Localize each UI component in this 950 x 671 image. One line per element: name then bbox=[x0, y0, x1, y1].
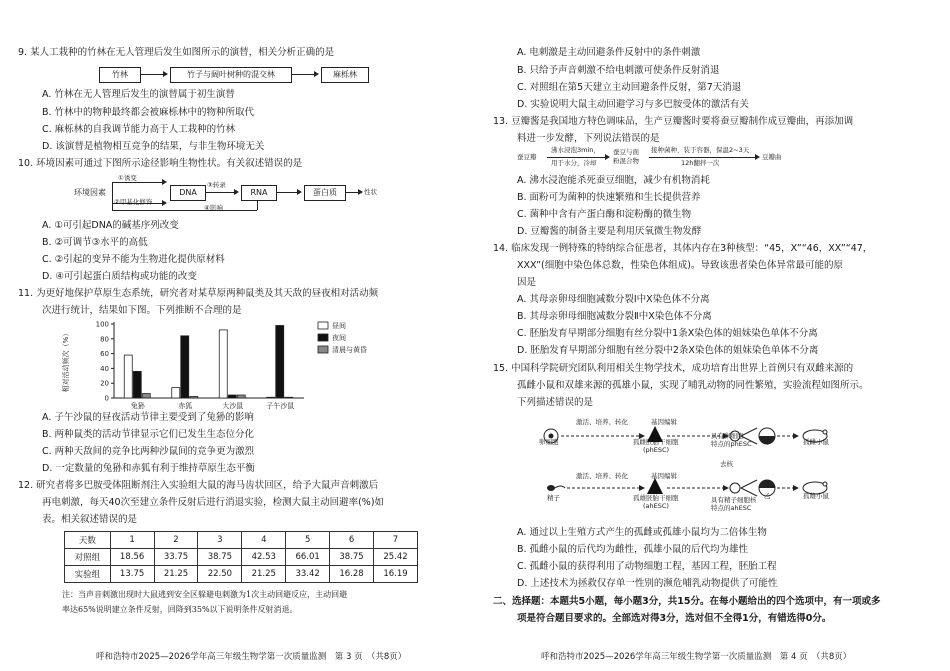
q10-stem: 10. 环境因素可通过下图所示途径影响生物性状。有关叙述错误的是 bbox=[18, 158, 303, 169]
q13-flow-end: 豆瓣曲 bbox=[762, 153, 782, 161]
q15-imprint-label1: 具有卵细胞 bbox=[711, 432, 744, 440]
table-cell: 6 bbox=[330, 532, 374, 549]
bar-昼间-赤狐 bbox=[172, 388, 180, 398]
table-cell: 3 bbox=[198, 532, 242, 549]
bar-清晨与黄昏-子午沙鼠 bbox=[285, 397, 293, 398]
q11-stem-line1: 11. 为更好地保护草原生态系统，研究者对某草原两种鼠类及其天敌的昼夜相对活动频 bbox=[18, 288, 379, 299]
q14-option-a: A. 其母亲卵母细胞减数分裂Ⅰ中X染色体不分离 bbox=[517, 294, 710, 305]
q14-stem-line1: 14. 临床发现一例特殊的特纳综合征患者，其体内存在3种核型：“45，X”“46，XX”“47， bbox=[493, 243, 873, 254]
q14-stem-line2: XXX”(细胞中染色体总数，性染色体组成)。导致该患者染色体异常最可能的原 bbox=[517, 260, 843, 271]
q12-note-line2: 率达65%说明建立条件反射，回降到35%以下说明条件反射消退。 bbox=[62, 605, 298, 614]
bar-夜间-子午沙鼠 bbox=[276, 325, 284, 398]
section2-instructions-line2: 项是符合题目要求的。全部选对得3分，选对但不全得1分，有错选得0分。 bbox=[517, 613, 832, 624]
q9-flow-bamboo: 竹林 bbox=[99, 67, 141, 83]
q15-option-b: B. 孤雌小鼠的后代均为雌性，孤雄小鼠的后代均为雄性 bbox=[517, 544, 749, 555]
q15-female-mouse-label: 孤雌小鼠 bbox=[803, 438, 829, 446]
q10-demethyl: ②甲基化修饰 bbox=[114, 198, 153, 206]
section2-instructions-line1: 二、选择题：本题共5小题，每小题3分，共15分。在每小题给出的四个选项中，有一项或多 bbox=[493, 596, 881, 607]
right-footer: 呼和浩特市2025—2026学年高三年级生物学第一次质量监测 第 4 页 （共8页） bbox=[541, 652, 852, 662]
q10-env: 环境因素 bbox=[74, 188, 106, 197]
q13-option-b: B. 面粉可为菌种的快速繁殖和生长提供营养 bbox=[517, 192, 701, 203]
y-axis-label: 相对活动频次（%） bbox=[62, 329, 70, 393]
table-cell: 实验组 bbox=[65, 566, 111, 583]
q9-option-b: B. 竹林中的物种最终都会被麻栎林中的物种所取代 bbox=[42, 107, 255, 118]
q11-option-c: C. 两种天敌间的竞争比两种沙鼠间的竞争更为激烈 bbox=[42, 446, 255, 457]
edited-ahesc-icon bbox=[730, 483, 740, 493]
chart-bars bbox=[124, 325, 293, 398]
q13-stem-line2: 料进一步发酵，下列说法错误的是 bbox=[517, 133, 660, 144]
table-cell: 21.25 bbox=[242, 566, 286, 583]
y-tick-label: 80 bbox=[100, 335, 109, 344]
legend-label: 夜间 bbox=[332, 334, 346, 342]
table-cell: 13.75 bbox=[110, 566, 154, 583]
y-tick-label: 40 bbox=[100, 364, 109, 373]
q10-option-d: D. ④可引起蛋白质结构或功能的改变 bbox=[42, 271, 197, 282]
table-cell: 21.25 bbox=[154, 566, 198, 583]
q15-ahesc-label2: (ahESC) bbox=[643, 502, 669, 510]
q15-imprint-label3: 具有精子细胞核 bbox=[711, 496, 757, 504]
bar-夜间-大沙鼠 bbox=[228, 395, 236, 398]
q12-stem-line3: 表。相关叙述错误的是 bbox=[42, 514, 138, 525]
q9-option-c: C. 麻栎林的自我调节能力高于人工栽种的竹林 bbox=[42, 124, 236, 135]
q15-option-c: C. 孤雌小鼠的获得利用了动物细胞工程，基因工程，胚胎工程 bbox=[517, 561, 777, 572]
table-cell: 2 bbox=[154, 532, 198, 549]
q14-stem-line3: 因是 bbox=[517, 277, 537, 288]
q10-option-c: C. ②引起的变异不能为生物进化提供原材料 bbox=[42, 254, 225, 265]
q11-stem-line2: 次进行统计，结果如下图。下列推断不合理的是 bbox=[42, 305, 242, 316]
x-tick-label: 兔狲 bbox=[130, 402, 145, 410]
legend-swatch bbox=[318, 322, 328, 329]
bar-夜间-赤狐 bbox=[181, 336, 189, 398]
q15-ahesc-label1: 孤雄胚胎干细胞 bbox=[633, 494, 679, 502]
chart-legend bbox=[318, 321, 367, 354]
q12-stem-line1: 12. 研究者将多巴胺受体阻断剂注入实验组大鼠的海马齿状回区，给予大鼠声音刺激后 bbox=[18, 480, 379, 491]
x-tick-label: 赤狐 bbox=[178, 402, 193, 410]
q11-option-d: D. 一定数量的兔狲和赤狐有利于维持草原生态平衡 bbox=[42, 463, 255, 474]
table-cell: 天数 bbox=[65, 532, 111, 549]
q11-option-b: B. 两种鼠类的活动节律显示它们已发生生态位分化 bbox=[42, 429, 255, 440]
table-cell: 4 bbox=[242, 532, 286, 549]
q13-flow-mix2: 粉混合物 bbox=[613, 157, 639, 165]
q15-step-bottom: 激活、培养、转化 bbox=[576, 472, 628, 480]
table-cell: 22.50 bbox=[198, 566, 242, 583]
q10-dna: DNA bbox=[170, 185, 206, 201]
q9-option-d: D. 该演替是植物相互竞争的结果，与非生物环境无关 bbox=[42, 141, 265, 152]
q10-transcribe: ③转录 bbox=[207, 181, 226, 189]
q12-option-d: D. 实验说明大鼠主动回避学习与多巴胺受体的激活有关 bbox=[517, 99, 749, 110]
q12-stem-line2: 再电刺激，每天40次至建立条件反射后进行消退实验，检测大鼠主动回避率(%)如 bbox=[42, 497, 385, 508]
left-footer: 呼和浩特市2025—2026学年高三年级生物学第一次质量监测 第 3 页 （共8页） bbox=[96, 652, 407, 662]
bar-清晨与黄昏-大沙鼠 bbox=[237, 395, 245, 398]
q13-flow-step2-top: 接种菌种，装于容器，保温2~3天 bbox=[651, 146, 750, 154]
q15-remove-nucleus: 去核 bbox=[720, 460, 733, 468]
q10-induce: ①诱变 bbox=[118, 174, 137, 182]
x-tick-label: 子午沙鼠 bbox=[266, 402, 295, 410]
table-cell: 对照组 bbox=[65, 549, 111, 566]
table-cell: 38.75 bbox=[198, 549, 242, 566]
table-cell: 33.75 bbox=[154, 549, 198, 566]
q13-option-d: D. 豆瓣酱的制备主要是利用厌氧微生物发酵 bbox=[517, 226, 702, 237]
legend-swatch bbox=[318, 334, 328, 341]
table-cell: 18.56 bbox=[110, 549, 154, 566]
q9-flow-mixed: 竹子与阔叶树种的混交林 bbox=[170, 67, 292, 83]
table-cell: 33.42 bbox=[286, 566, 330, 583]
ahesc-cluster-icon bbox=[647, 478, 663, 494]
q11-bar-chart bbox=[60, 318, 390, 410]
table-cell: 42.53 bbox=[242, 549, 286, 566]
x-tick-label: 大沙鼠 bbox=[222, 402, 244, 410]
q13-option-c: C. 菌种中含有产蛋白酶和淀粉酶的微生物 bbox=[517, 209, 692, 220]
q15-top-graphics bbox=[535, 424, 835, 472]
table-cell: 16.19 bbox=[374, 566, 418, 583]
q13-flow-step1-top: 沸水浸泡3min， bbox=[551, 146, 600, 154]
table-cell: 38.75 bbox=[330, 549, 374, 566]
q15-imprint-label4: 特点的ahESC bbox=[711, 504, 752, 512]
q10-option-a: A. ①可引起DNA的碱基序列改变 bbox=[42, 220, 179, 231]
q15-phesc-label2: (phESC) bbox=[643, 446, 670, 454]
table-cell: 1 bbox=[110, 532, 154, 549]
q13-flow-step2-bottom: 12h翻拌一次 bbox=[681, 159, 720, 167]
table-cell: 5 bbox=[286, 532, 330, 549]
q14-option-c: C. 胚胎发育早期部分细胞有丝分裂中1条X染色体的姐妹染色单体不分离 bbox=[517, 328, 818, 339]
q13-flow-step1-bottom: 用于水分，冷却 bbox=[551, 159, 597, 167]
legend-swatch bbox=[318, 346, 328, 353]
bar-昼间-兔狲 bbox=[124, 355, 132, 398]
table-row bbox=[65, 566, 418, 583]
q9-stem: 9. 某人工栽种的竹林在无人管理后发生如图所示的演替，相关分析正确的是 bbox=[18, 47, 335, 58]
q15-egg-label: 卵细胞 bbox=[539, 438, 559, 446]
bar-清晨与黄昏-兔狲 bbox=[142, 394, 150, 398]
q12-option-b: B. 只给予声音刺激不给电刺激可使条件反射消退 bbox=[517, 65, 720, 76]
q15-sperm-label: 精子 bbox=[547, 494, 560, 502]
right-page bbox=[475, 0, 950, 671]
q15-phesc-label1: 孤雌胚胎干细胞 bbox=[633, 438, 679, 446]
bar-昼间-子午沙鼠 bbox=[267, 397, 275, 398]
y-tick-label: 100 bbox=[95, 320, 109, 329]
q9-option-a: A. 竹林在无人管理后发生的演替属于初生演替 bbox=[42, 89, 235, 100]
q14-option-b: B. 其母亲卵母细胞减数分裂Ⅱ中X染色体不分离 bbox=[517, 311, 712, 322]
q15-gene-edit-bottom: 基因编辑 bbox=[651, 472, 677, 480]
q10-option-b: B. ②可调节③水平的高低 bbox=[42, 237, 148, 248]
bar-清晨与黄昏-赤狐 bbox=[190, 397, 198, 398]
q12-table bbox=[64, 531, 418, 583]
q14-option-d: D. 胚胎发育早期部分细胞有丝分裂中2条X染色体的姐妹染色单体不分离 bbox=[517, 345, 819, 356]
q13-flow-mix: 蚕豆与面 bbox=[613, 148, 639, 156]
bar-夜间-兔狲 bbox=[133, 371, 141, 398]
bar-昼间-大沙鼠 bbox=[219, 330, 227, 398]
q15-male-mouse-label: 孤雄小鼠 bbox=[803, 492, 829, 500]
q15-yi-label: 乙 bbox=[764, 492, 771, 500]
q15-gene-edit-top: 基因编辑 bbox=[651, 418, 677, 426]
q12-note-line1: 注：当声音刺激出现时大鼠逃到安全区躲避电刺激为1次主动回避反应，主动回避 bbox=[62, 590, 348, 599]
q9-flow-oak: 麻栎林 bbox=[321, 67, 369, 83]
table-cell: 7 bbox=[374, 532, 418, 549]
q15-stem-line3: 下列描述错误的是 bbox=[517, 397, 594, 408]
q15-stem-line2: 孤雌小鼠和双雄来源的孤雄小鼠，实现了哺乳动物的同性繁殖，实验流程如图所示。 bbox=[517, 380, 869, 391]
table-cell: 25.42 bbox=[374, 549, 418, 566]
q15-bottom-graphics bbox=[535, 478, 835, 518]
y-tick-label: 20 bbox=[100, 379, 109, 388]
q15-stem-line1: 15. 中国科学院研究团队利用相关生物学技术，成功培育出世界上首例只有双雌来源的 bbox=[493, 363, 854, 374]
q15-option-a: A. 通过以上生殖方式产生的孤雌或孤雄小鼠均为二倍体生物 bbox=[517, 527, 767, 538]
q11-option-a: A. 子午沙鼠的昼夜活动节律主要受到了兔狲的影响 bbox=[42, 412, 254, 423]
table-row bbox=[65, 549, 418, 566]
q10-protein: 蛋白质 bbox=[304, 185, 346, 201]
table-cell: 66.01 bbox=[286, 549, 330, 566]
q12-option-c: C. 对照组在第5天建立主动回避条件反射，第7天消退 bbox=[517, 82, 742, 93]
q10-trait: 性状 bbox=[364, 188, 377, 196]
q13-option-a: A. 沸水浸泡能杀死蚕豆细胞，减少有机物消耗 bbox=[517, 175, 710, 186]
q10-affect: ④影响 bbox=[204, 204, 223, 212]
legend-label: 昼间 bbox=[332, 322, 346, 330]
q15-option-d: D. 上述技术为拯救仅存单一性别的濒危哺乳动物提供了可能性 bbox=[517, 578, 778, 589]
y-tick-label: 60 bbox=[100, 350, 109, 359]
sperm-icon bbox=[547, 485, 555, 491]
table-header-row bbox=[65, 532, 418, 549]
y-tick-label: 0 bbox=[104, 394, 109, 403]
q15-imprint-label2: 特点的phESC bbox=[711, 440, 752, 448]
q12-option-a: A. 电刺激是主动回避条件反射中的条件刺激 bbox=[517, 47, 701, 58]
q13-flow-start: 蚕豆瓣 bbox=[517, 153, 537, 161]
q15-step-top: 激活、培养、转化 bbox=[576, 418, 628, 426]
legend-label: 清晨与黄昏 bbox=[332, 346, 367, 354]
q15-jia-label: 甲 bbox=[764, 438, 771, 446]
table-cell: 16.28 bbox=[330, 566, 374, 583]
q10-rna: RNA bbox=[241, 185, 277, 201]
q13-stem-line1: 13. 豆瓣酱是我国地方特色调味品，生产豆瓣酱时要将蚕豆瓣制作成豆瓣曲，再添加调 bbox=[493, 116, 854, 127]
